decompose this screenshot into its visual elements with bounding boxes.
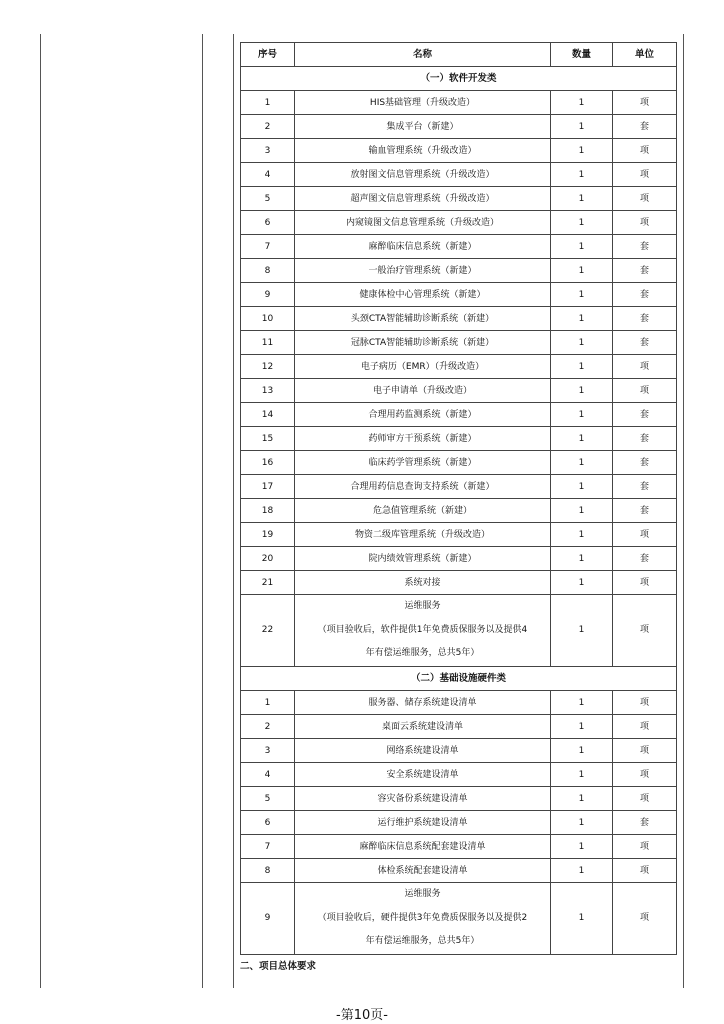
table-row xyxy=(241,451,677,475)
row-quantity: 1 xyxy=(551,379,613,403)
row-index: 14 xyxy=(241,403,295,427)
border-line-right xyxy=(683,34,684,988)
row-name: 放射图文信息管理系统（升级改造） xyxy=(295,163,551,187)
row-quantity: 1 xyxy=(551,235,613,259)
row-name: 合理用药监测系统（新建） xyxy=(295,403,551,427)
row-unit: 项 xyxy=(613,163,677,187)
row-quantity: 1 xyxy=(551,883,613,955)
row-index: 6 xyxy=(241,211,295,235)
row-name: 危急值管理系统（新建） xyxy=(295,499,551,523)
table-row xyxy=(241,547,677,571)
header-index: 序号 xyxy=(241,43,295,67)
row-unit: 套 xyxy=(613,331,677,355)
row-index: 2 xyxy=(241,115,295,139)
table-row xyxy=(241,91,677,115)
row-name: 体检系统配套建设清单 xyxy=(295,859,551,883)
row-index: 1 xyxy=(241,691,295,715)
row-index: 8 xyxy=(241,259,295,283)
row-quantity: 1 xyxy=(551,523,613,547)
row-quantity: 1 xyxy=(551,355,613,379)
row-name xyxy=(295,595,551,667)
table-row xyxy=(241,307,677,331)
row-unit: 项 xyxy=(613,595,677,667)
row-unit: 项 xyxy=(613,739,677,763)
row-unit: 套 xyxy=(613,115,677,139)
row-name: 头颈CTA智能辅助诊断系统（新建） xyxy=(295,307,551,331)
table-row xyxy=(241,859,677,883)
row-unit: 套 xyxy=(613,811,677,835)
row-name: 麻醉临床信息系统配套建设清单 xyxy=(295,835,551,859)
row-name: 临床药学管理系统（新建） xyxy=(295,451,551,475)
row-quantity: 1 xyxy=(551,859,613,883)
header-quantity: 数量 xyxy=(551,43,613,67)
row-name: 物资二级库管理系统（升级改造） xyxy=(295,523,551,547)
row-name: 冠脉CTA智能辅助诊断系统（新建） xyxy=(295,331,551,355)
table-row xyxy=(241,211,677,235)
row-unit: 项 xyxy=(613,379,677,403)
row-unit: 套 xyxy=(613,427,677,451)
table-row xyxy=(241,835,677,859)
row-quantity: 1 xyxy=(551,739,613,763)
row-unit: 项 xyxy=(613,883,677,955)
row-quantity: 1 xyxy=(551,331,613,355)
row-index: 18 xyxy=(241,499,295,523)
row-quantity: 1 xyxy=(551,187,613,211)
section-title-row xyxy=(241,667,677,691)
project-items-table xyxy=(240,42,677,955)
table-row xyxy=(241,355,677,379)
row-quantity: 1 xyxy=(551,571,613,595)
row-name: 输血管理系统（升级改造） xyxy=(295,139,551,163)
row-quantity: 1 xyxy=(551,283,613,307)
table-row xyxy=(241,331,677,355)
service-row xyxy=(241,883,677,955)
row-quantity: 1 xyxy=(551,451,613,475)
row-unit: 套 xyxy=(613,403,677,427)
row-quantity: 1 xyxy=(551,787,613,811)
table-row xyxy=(241,475,677,499)
row-index: 5 xyxy=(241,787,295,811)
row-unit: 套 xyxy=(613,235,677,259)
table-row xyxy=(241,787,677,811)
row-unit: 项 xyxy=(613,523,677,547)
row-name: 院内绩效管理系统（新建） xyxy=(295,547,551,571)
row-index: 20 xyxy=(241,547,295,571)
row-quantity: 1 xyxy=(551,163,613,187)
row-index: 12 xyxy=(241,355,295,379)
row-index: 10 xyxy=(241,307,295,331)
row-index: 21 xyxy=(241,571,295,595)
service-desc-line2: 年有偿运维服务，总共5年） xyxy=(365,648,480,659)
service-title: 运维服务 xyxy=(404,601,441,612)
row-index: 5 xyxy=(241,187,295,211)
row-quantity: 1 xyxy=(551,475,613,499)
row-name: 超声图文信息管理系统（升级改造） xyxy=(295,187,551,211)
table-row xyxy=(241,571,677,595)
row-quantity: 1 xyxy=(551,427,613,451)
table-row xyxy=(241,691,677,715)
row-name: 安全系统建设清单 xyxy=(295,763,551,787)
row-index: 17 xyxy=(241,475,295,499)
row-index: 9 xyxy=(241,883,295,955)
row-unit: 项 xyxy=(613,691,677,715)
software-service xyxy=(241,595,677,691)
row-unit: 项 xyxy=(613,715,677,739)
row-quantity: 1 xyxy=(551,763,613,787)
row-unit: 套 xyxy=(613,283,677,307)
row-unit: 项 xyxy=(613,787,677,811)
table-row xyxy=(241,715,677,739)
row-index: 15 xyxy=(241,427,295,451)
table-row xyxy=(241,403,677,427)
row-unit: 项 xyxy=(613,571,677,595)
service-title: 运维服务 xyxy=(404,889,441,900)
table-row xyxy=(241,283,677,307)
table-header-row xyxy=(241,43,677,67)
row-unit: 套 xyxy=(613,475,677,499)
table-row xyxy=(241,187,677,211)
row-unit: 项 xyxy=(613,355,677,379)
border-line-mid xyxy=(202,34,203,988)
border-line-content xyxy=(233,34,234,988)
section-title-row xyxy=(241,67,677,91)
row-unit: 项 xyxy=(613,211,677,235)
row-unit: 套 xyxy=(613,259,677,283)
row-index: 9 xyxy=(241,283,295,307)
row-name: 健康体检中心管理系统（新建） xyxy=(295,283,551,307)
row-name: 桌面云系统建设清单 xyxy=(295,715,551,739)
table-row xyxy=(241,235,677,259)
table-row xyxy=(241,163,677,187)
service-desc-line1: （项目验收后，硬件提供3年免费质保服务以及提供2 xyxy=(317,912,528,923)
row-quantity: 1 xyxy=(551,403,613,427)
row-quantity: 1 xyxy=(551,715,613,739)
table-row xyxy=(241,739,677,763)
row-name: 集成平台（新建） xyxy=(295,115,551,139)
requirements-heading: 二、项目总体要求 xyxy=(240,961,317,972)
row-unit: 套 xyxy=(613,547,677,571)
row-unit: 套 xyxy=(613,451,677,475)
row-index: 22 xyxy=(241,595,295,667)
row-quantity: 1 xyxy=(551,259,613,283)
row-name: 容灾备份系统建设清单 xyxy=(295,787,551,811)
row-unit: 套 xyxy=(613,307,677,331)
service-desc-line2: 年有偿运维服务，总共5年） xyxy=(365,936,480,947)
page-number: -第10页- xyxy=(336,1008,388,1023)
row-name: 麻醉临床信息系统（新建） xyxy=(295,235,551,259)
row-name: 药师审方干预系统（新建） xyxy=(295,427,551,451)
hardware-service xyxy=(241,883,677,955)
row-index: 7 xyxy=(241,835,295,859)
section-title: （二）基础设施硬件类 xyxy=(241,667,677,691)
service-desc-line1: （项目验收后，软件提供1年免费质保服务以及提供4 xyxy=(317,624,528,635)
table-row xyxy=(241,499,677,523)
row-name: 系统对接 xyxy=(295,571,551,595)
table-row xyxy=(241,379,677,403)
row-quantity: 1 xyxy=(551,211,613,235)
software-section xyxy=(241,67,677,595)
row-quantity: 1 xyxy=(551,595,613,667)
border-line-left xyxy=(40,34,41,988)
row-name: 一般治疗管理系统（新建） xyxy=(295,259,551,283)
row-name: 内窥镜图文信息管理系统（升级改造） xyxy=(295,211,551,235)
table-row xyxy=(241,523,677,547)
row-name: HIS基础管理（升级改造） xyxy=(295,91,551,115)
row-name: 运行维护系统建设清单 xyxy=(295,811,551,835)
table-row xyxy=(241,763,677,787)
row-index: 4 xyxy=(241,763,295,787)
row-index: 13 xyxy=(241,379,295,403)
table-row xyxy=(241,115,677,139)
row-unit: 项 xyxy=(613,139,677,163)
row-name xyxy=(295,883,551,955)
row-index: 16 xyxy=(241,451,295,475)
row-index: 11 xyxy=(241,331,295,355)
row-quantity: 1 xyxy=(551,691,613,715)
row-index: 8 xyxy=(241,859,295,883)
row-quantity: 1 xyxy=(551,835,613,859)
row-index: 1 xyxy=(241,91,295,115)
row-unit: 项 xyxy=(613,187,677,211)
row-index: 19 xyxy=(241,523,295,547)
row-quantity: 1 xyxy=(551,547,613,571)
row-name: 电子病历（EMR）（升级改造） xyxy=(295,355,551,379)
table-row xyxy=(241,427,677,451)
table-row xyxy=(241,139,677,163)
row-quantity: 1 xyxy=(551,91,613,115)
row-name: 网络系统建设清单 xyxy=(295,739,551,763)
row-unit: 项 xyxy=(613,763,677,787)
row-index: 3 xyxy=(241,139,295,163)
row-quantity: 1 xyxy=(551,139,613,163)
row-index: 3 xyxy=(241,739,295,763)
header-unit: 单位 xyxy=(613,43,677,67)
row-index: 2 xyxy=(241,715,295,739)
row-index: 7 xyxy=(241,235,295,259)
row-name: 服务器、储存系统建设清单 xyxy=(295,691,551,715)
row-name: 电子申请单（升级改造） xyxy=(295,379,551,403)
header-name: 名称 xyxy=(295,43,551,67)
table-row xyxy=(241,259,677,283)
row-unit: 项 xyxy=(613,835,677,859)
row-index: 4 xyxy=(241,163,295,187)
row-unit: 项 xyxy=(613,91,677,115)
table-row xyxy=(241,811,677,835)
row-unit: 套 xyxy=(613,499,677,523)
hardware-section xyxy=(241,691,677,883)
section-title: （一）软件开发类 xyxy=(241,67,677,91)
row-index: 6 xyxy=(241,811,295,835)
row-unit: 项 xyxy=(613,859,677,883)
row-quantity: 1 xyxy=(551,499,613,523)
row-quantity: 1 xyxy=(551,307,613,331)
row-name: 合理用药信息查询支持系统（新建） xyxy=(295,475,551,499)
row-quantity: 1 xyxy=(551,811,613,835)
service-row xyxy=(241,595,677,667)
row-quantity: 1 xyxy=(551,115,613,139)
